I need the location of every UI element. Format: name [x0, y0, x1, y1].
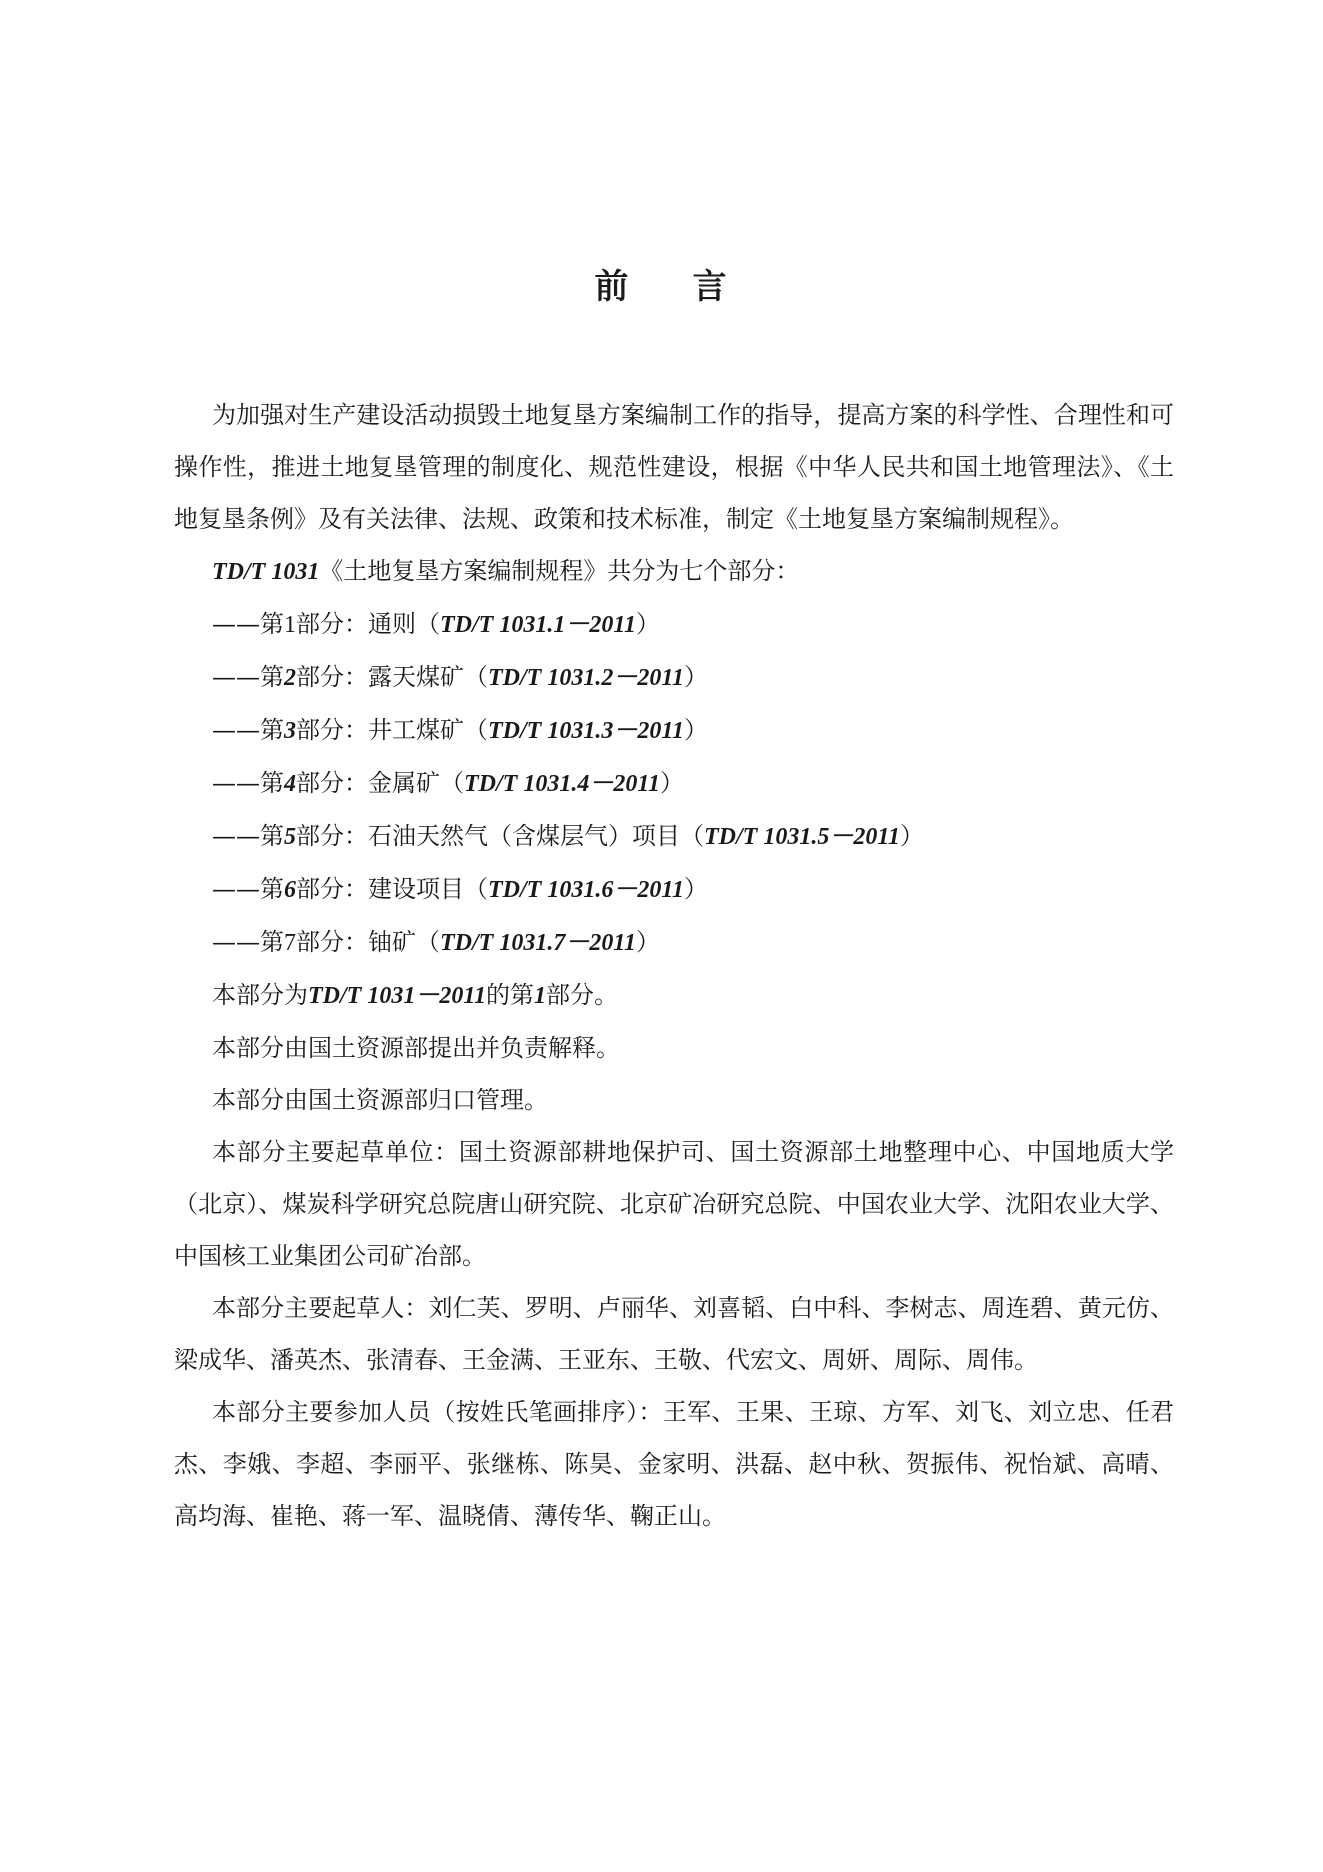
part-item-3: ——第3部分：井工煤矿（TD/T 1031.3－2011）: [212, 716, 708, 744]
managed-by-line: 本部分由国土资源部归口管理。: [212, 1086, 548, 1114]
part-number: 7: [284, 930, 296, 956]
part-number: 1: [284, 612, 296, 638]
part-number: 4: [284, 771, 296, 797]
part-number: 3: [284, 718, 296, 744]
part-item-1: ——第1部分：通则（TD/T 1031.1－2011）: [212, 610, 660, 638]
standard-code: TD/T 1031－2011: [308, 983, 486, 1009]
part-label: 部分：铀矿（: [296, 928, 440, 956]
part-item-7: ——第7部分：铀矿（TD/T 1031.7－2011）: [212, 928, 660, 956]
part-code: TD/T 1031.4－2011: [464, 771, 660, 797]
part-code: TD/T 1031.5－2011: [704, 824, 900, 850]
page-title: [0, 262, 1323, 312]
part-code: TD/T 1031.7－2011: [440, 930, 636, 956]
part-item-6: ——第6部分：建设项目（TD/T 1031.6－2011）: [212, 875, 708, 903]
part-number: 5: [284, 824, 296, 850]
drafters-paragraph: 本部分主要起草人：刘仁芙、罗明、卢丽华、刘喜韬、白中科、李树志、周连碧、黄元仿、梁成华、潘英杰、张清春、王金满、王亚东、王敬、代宏文、周妍、周际、周伟。: [174, 1294, 1174, 1374]
part-item-2: ——第2部分：露天煤矿（TD/T 1031.2－2011）: [212, 663, 708, 691]
part-number: 2: [284, 665, 296, 691]
part-code: TD/T 1031.3－2011: [488, 718, 684, 744]
proposed-by-line: 本部分由国土资源部提出并负责解释。: [212, 1034, 620, 1062]
part-code: TD/T 1031.6－2011: [488, 877, 684, 903]
this-part-line: 本部分为TD/T 1031－2011的第1部分。: [212, 981, 618, 1009]
part-item-5: ——第5部分：石油天然气（含煤层气）项目（TD/T 1031.5－2011）: [212, 822, 924, 850]
part-label: 部分：建设项目（: [296, 875, 488, 903]
page-title-char-1: 前: [594, 267, 631, 307]
part-number: 6: [284, 877, 296, 903]
part-label: 部分：露天煤矿（: [296, 663, 488, 691]
drafting-units-paragraph: 本部分主要起草单位：国土资源部耕地保护司、国土资源部土地整理中心、中国地质大学（北京）、煤炭科学研究总院唐山研究院、北京矿冶研究总院、中国农业大学、沈阳农业大学、中国核工业集团公司矿冶部。: [174, 1138, 1174, 1270]
document-body: [174, 389, 1174, 1542]
part-code: TD/T 1031.1－2011: [440, 612, 636, 638]
part-label: 部分：井工煤矿（: [296, 716, 488, 744]
page-title-char-2: 言: [692, 267, 729, 307]
overview-text: 《土地复垦方案编制规程》共分为七个部分：: [319, 557, 800, 585]
participants-paragraph: 本部分主要参加人员（按姓氏笔画排序）：王军、王果、王琼、方军、刘飞、刘立忠、任君杰、李娥、李超、李丽平、张继栋、陈昊、金家明、洪磊、赵中秋、贺振伟、祝怡斌、高晴、高均海、崔艳、蒋一军、温晓倩、薄传华、鞠正山。: [174, 1398, 1174, 1530]
part-item-4: ——第4部分：金属矿（TD/T 1031.4－2011）: [212, 769, 684, 797]
intro-paragraph: 为加强对生产建设活动损毁土地复垦方案编制工作的指导，提高方案的科学性、合理性和可操作性，推进土地复垦管理的制度化、规范性建设，根据《中华人民共和国土地管理法》、《土地复垦条例》及有关法律、法规、政策和技术标准，制定《土地复垦方案编制规程》。: [174, 401, 1174, 533]
part-label: 部分：通则（: [296, 610, 440, 638]
overview-line: [174, 545, 1174, 598]
standard-code: TD/T 1031: [212, 559, 320, 585]
part-label: 部分：金属矿（: [296, 769, 464, 797]
part-number: 1: [534, 983, 546, 1009]
part-label: 部分：石油天然气（含煤层气）项目（: [296, 822, 704, 850]
part-code: TD/T 1031.2－2011: [488, 665, 684, 691]
